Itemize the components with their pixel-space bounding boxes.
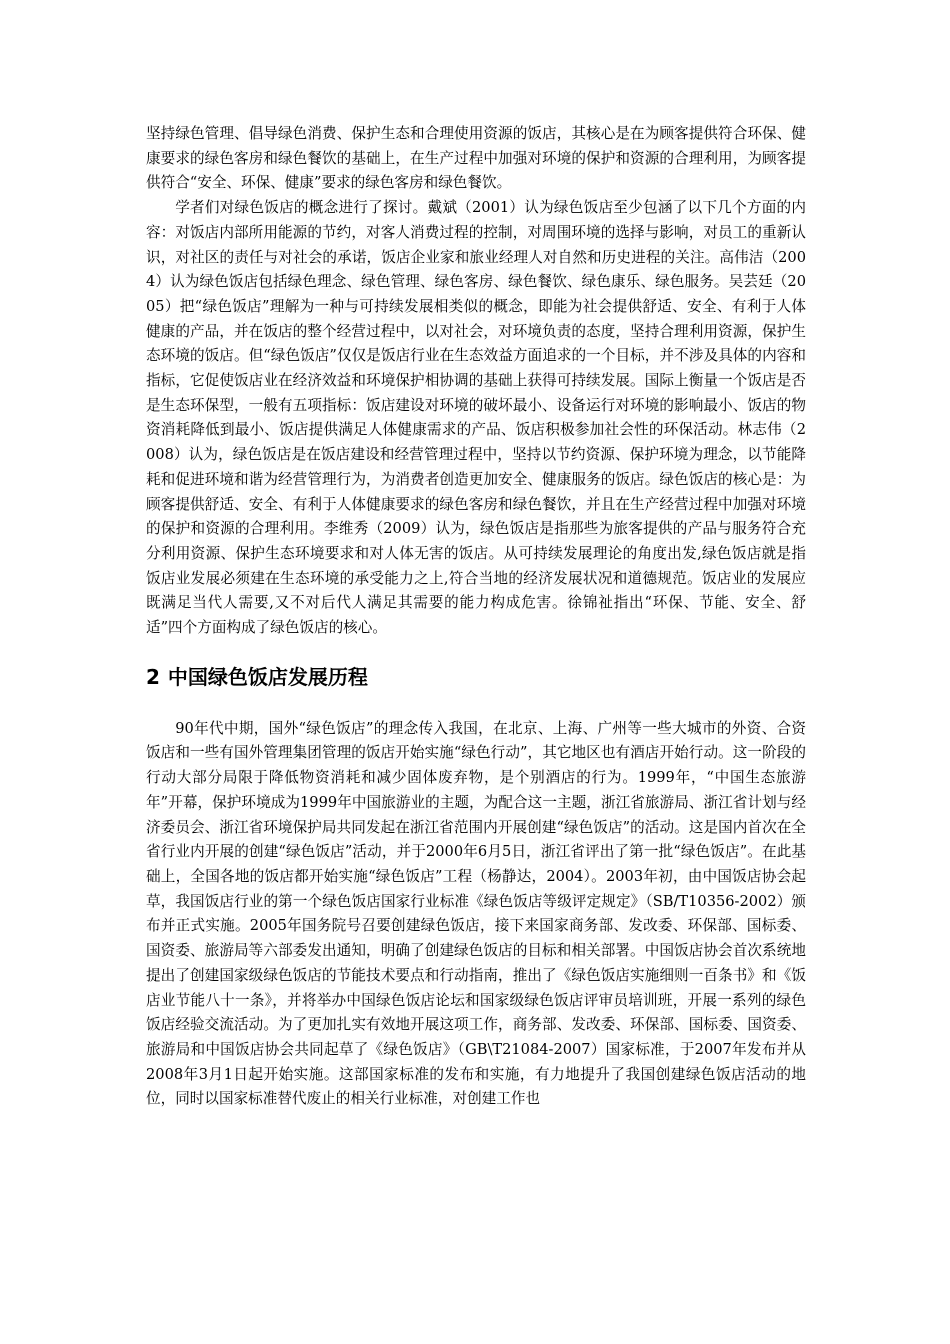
section-title: 中国绿色饭店发展历程: [167, 664, 368, 689]
section-number: 2: [146, 664, 160, 689]
document-body: [146, 122, 806, 1112]
section-heading: [146, 663, 806, 691]
paragraph-green-hotel-concepts: 学者们对绿色饭店的概念进行了探讨。戴斌（2001）认为绿色饭店至少包涵了以下几个方面的内容：对饭店内部所用能源的节约，对客人消费过程的控制，对周围环境的选择与影响，对员工的重新认识，对社区的责任与对社会的承诺，饭店企业家和旅业经理人对自然和历史进程的关注。高伟洁（2004）认为绿色饭店包括绿色理念、绿色管理、绿色客房、绿色餐饮、绿色康乐、绿色服务。吴芸廷（2005）把“绿色饭店”理解为一种与可持续发展相类似的概念，即能为社会提供舒适、安全、有利于人体健康的产品，并在饭店的整个经营过程中，以对社会，对环境负责的态度，坚持合理利用资源，保护生态环境的饭店。但“绿色饭店”仅仅是饭店行业在生态效益方面追求的一个目标，并不涉及具体的内容和指标，它促使饭店业在经济效益和环境保护相协调的基础上获得可持续发展。国际上衡量一个饭店是否是生态环保型，一般有五项指标：饭店建设对环境的破坏最小、设备运行对环境的影响最小、饭店的物资消耗降低到最小、饭店提供满足人体健康需求的产品、饭店积极参加社会性的环保活动。林志伟（2008）认为，绿色饭店是在饭店建设和经营管理过程中，坚持以节约资源、保护环境为理念，以节能降耗和促进环境和谐为经营管理行为，为消费者创造更加安全、健康服务的饭店。绿色饭店的核心是：为顾客提供舒适、安全、有利于人体健康要求的绿色客房和绿色餐饮，并且在生产经营过程中加强对环境的保护和资源的合理利用。李维秀（2009）认为，绿色饭店是指那些为旅客提供的产品与服务符合充分利用资源、保护生态环境要求和对人体无害的饭店。从可持续发展理论的角度出发,绿色饭店就是指饭店业发展必须建在生态环境的承受能力之上,符合当地的经济发展状况和道德规范。饭店业的发展应既满足当代人需要,又不对后代人满足其需要的能力构成危害。徐锦祉指出“环保、节能、安全、舒适”四个方面构成了绿色饭店的核心。: [146, 199, 806, 637]
paragraph-development-history: 90年代中期，国外“绿色饭店”的理念传入我国，在北京、上海、广州等一些大城市的外资、合资饭店和一些有国外管理集团管理的饭店开始实施“绿色行动”，其它地区也有酒店开始行动。这一阶段的行动大部分局限于降低物资消耗和减少固体废弃物，是个别酒店的行为。1999年，“中国生态旅游年”开幕，保护环境成为1999年中国旅游业的主题，为配合这一主题，浙江省旅游局、浙江省计划与经济委员会、浙江省环境保护局共同发起在浙江省范围内开展创建“绿色饭店”的活动。这是国内首次在全省行业内开展的创建“绿色饭店”活动，并于2000年6月5日，浙江省评出了第一批“绿色饭店”。在此基础上，全国各地的饭店都开始实施“绿色饭店”工程（杨静达，2004）。2003年初，由中国饭店协会起草，我国饭店行业的第一个绿色饭店国家行业标准《绿色饭店等级评定规定》（SB/T10356-2002）颁布并正式实施。2005年国务院号召要创建绿色饭店，接下来国家商务部、发改委、环保部、国标委、国资委、旅游局等六部委发出通知，明确了创建绿色饭店的目标和相关部署。中国饭店协会首次系统地提出了创建国家级绿色饭店的节能技术要点和行动指南，推出了《绿色饭店实施细则一百条书》和《饭店业节能八十一条》，并将举办中国绿色饭店论坛和国家级绿色饭店评审员培训班，开展一系列的绿色饭店经验交流活动。为了更加扎实有效地开展这项工作，商务部、发改委、环保部、国标委、国资委、旅游局和中国饭店协会共同起草了《绿色饭店》（GB\T21084-2007）国家标准，于2007年发布并从2008年3月1日起开始实施。这部国家标准的发布和实施，有力地提升了我国创建绿色饭店活动的地位，同时以国家标准替代废止的相关行业标准，对创建工作也: [146, 719, 806, 1108]
paragraph-continuation: 坚持绿色管理、倡导绿色消费、保护生态和合理使用资源的饭店，其核心是在为顾客提供符合环保、健康要求的绿色客房和绿色餐饮的基础上，在生产过程中加强对环境的保护和资源的合理利用，为顾客提供符合“安全、环保、健康”要求的绿色客房和绿色餐饮。: [146, 125, 806, 192]
